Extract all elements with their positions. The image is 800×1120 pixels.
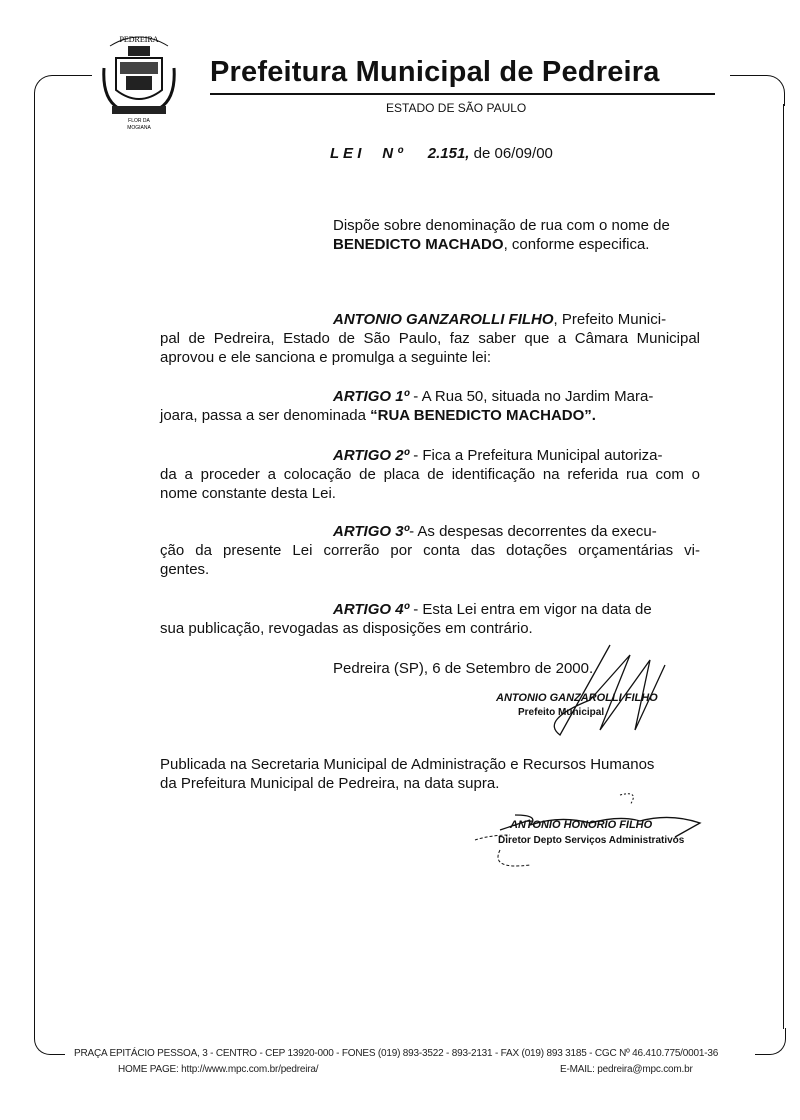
preamble-line-3: aprovou e ele sanciona e promulga a seguinte lei: xyxy=(160,349,492,366)
municipal-crest-logo xyxy=(98,28,180,133)
article-1-line-2 xyxy=(160,406,596,425)
article-4-text: - Esta Lei entra em vigor na data de xyxy=(409,601,652,618)
street-name: “RUA BENEDICTO MACHADO”. xyxy=(370,407,596,424)
honoree-name: BENEDICTO MACHADO xyxy=(333,236,504,253)
state-subtitle: ESTADO DE SÃO PAULO xyxy=(386,101,527,115)
preamble-line-1 xyxy=(333,310,666,329)
frame-left-border xyxy=(34,104,35,1029)
frame-corner-bottom-right xyxy=(755,1028,786,1055)
title-underline xyxy=(210,93,715,95)
article-4-line-1 xyxy=(333,600,652,619)
page-title: Prefeitura Municipal de Pedreira xyxy=(210,56,660,88)
article-2-label: ARTIGO 2º xyxy=(333,447,410,464)
law-number: 2.151, xyxy=(427,145,470,162)
article-3-line-2: ção da presente Lei correrão por conta das dotações orçamentárias vi- xyxy=(160,542,700,559)
mayor-name: ANTONIO GANZAROLLI FILHO xyxy=(333,311,554,328)
signature-1 xyxy=(520,640,680,740)
footer-address: PRAÇA EPITÁCIO PESSOA, 3 - CENTRO - CEP 13920-000 - FONES (019) 893-3522 - 893-2131 - FAX (019) 893 3185 - CGC Nº 46.410.775/0001-36 xyxy=(74,1048,719,1059)
number-label: N º xyxy=(382,145,403,162)
summary-line-2 xyxy=(333,235,649,254)
svg-text:PEDREIRA: PEDREIRA xyxy=(119,35,159,44)
article-2-line-1 xyxy=(333,446,663,465)
footer-homepage[interactable]: HOME PAGE: http://www.mpc.com.br/pedreira/ xyxy=(118,1064,319,1075)
law-date: de 06/09/00 xyxy=(473,145,553,162)
article-2-line-3: nome constante desta Lei. xyxy=(160,485,336,502)
frame-right-border xyxy=(783,104,784,1029)
article-3-line-3: gentes. xyxy=(160,561,210,578)
law-heading xyxy=(330,145,553,162)
summary-line-1: Dispõe sobre denominação de rua com o nome de xyxy=(333,217,670,234)
signer-1-title: Prefeito Municipal xyxy=(518,707,605,718)
publication-line-2: da Prefeitura Municipal de Pedreira, na data supra. xyxy=(160,775,500,792)
preamble-rest: , Prefeito Munici- xyxy=(553,311,667,328)
article-2-line-2: da a proceder a colocação de placa de identificação na referida rua com o xyxy=(160,466,700,483)
header-rule-left xyxy=(52,75,92,76)
frame-corner-top-left xyxy=(34,75,55,106)
article-4-label: ARTIGO 4º xyxy=(333,601,410,618)
article-4-line-2: sua publicação, revogadas as disposições em contrário. xyxy=(160,620,533,637)
signer-2-name: ANTONIO HONORIO FILHO xyxy=(510,819,653,831)
signature-2 xyxy=(470,785,730,875)
publication-line-1: Publicada na Secretaria Municipal de Administração e Recursos Humanos xyxy=(160,756,655,773)
article-1-label: ARTIGO 1º xyxy=(333,388,410,405)
svg-text:FLOR DA: FLOR DA xyxy=(128,118,150,124)
article-1-line-1 xyxy=(333,387,653,406)
article-3-text: - As despesas decorrentes da execu- xyxy=(409,523,657,540)
signer-1-name: ANTONIO GANZAROLLI FILHO xyxy=(496,692,658,704)
frame-corner-bottom-left xyxy=(34,1028,65,1055)
frame-corner-top-right xyxy=(764,75,785,106)
summary-rest: , conforme especifica. xyxy=(503,236,650,253)
footer-email[interactable]: E-MAIL: pedreira@mpc.com.br xyxy=(560,1064,693,1075)
law-label: L E I xyxy=(330,145,362,162)
svg-text:MOGIANA: MOGIANA xyxy=(127,125,151,131)
header-rule-right xyxy=(730,75,766,76)
article-2-text: - Fica a Prefeitura Municipal autoriza- xyxy=(409,447,663,464)
preamble-line-2: pal de Pedreira, Estado de São Paulo, faz saber que a Câmara Municipal xyxy=(160,330,700,347)
article-1-text: joara, passa a ser denominada xyxy=(160,407,371,424)
signer-2-title: Diretor Depto Serviços Administrativos xyxy=(498,835,685,846)
article-1-text: - A Rua 50, situada no Jardim Mara- xyxy=(409,388,654,405)
article-3-label: ARTIGO 3º xyxy=(333,523,410,540)
article-3-line-1 xyxy=(333,522,657,541)
place-date: Pedreira (SP), 6 de Setembro de 2000. xyxy=(333,660,594,677)
